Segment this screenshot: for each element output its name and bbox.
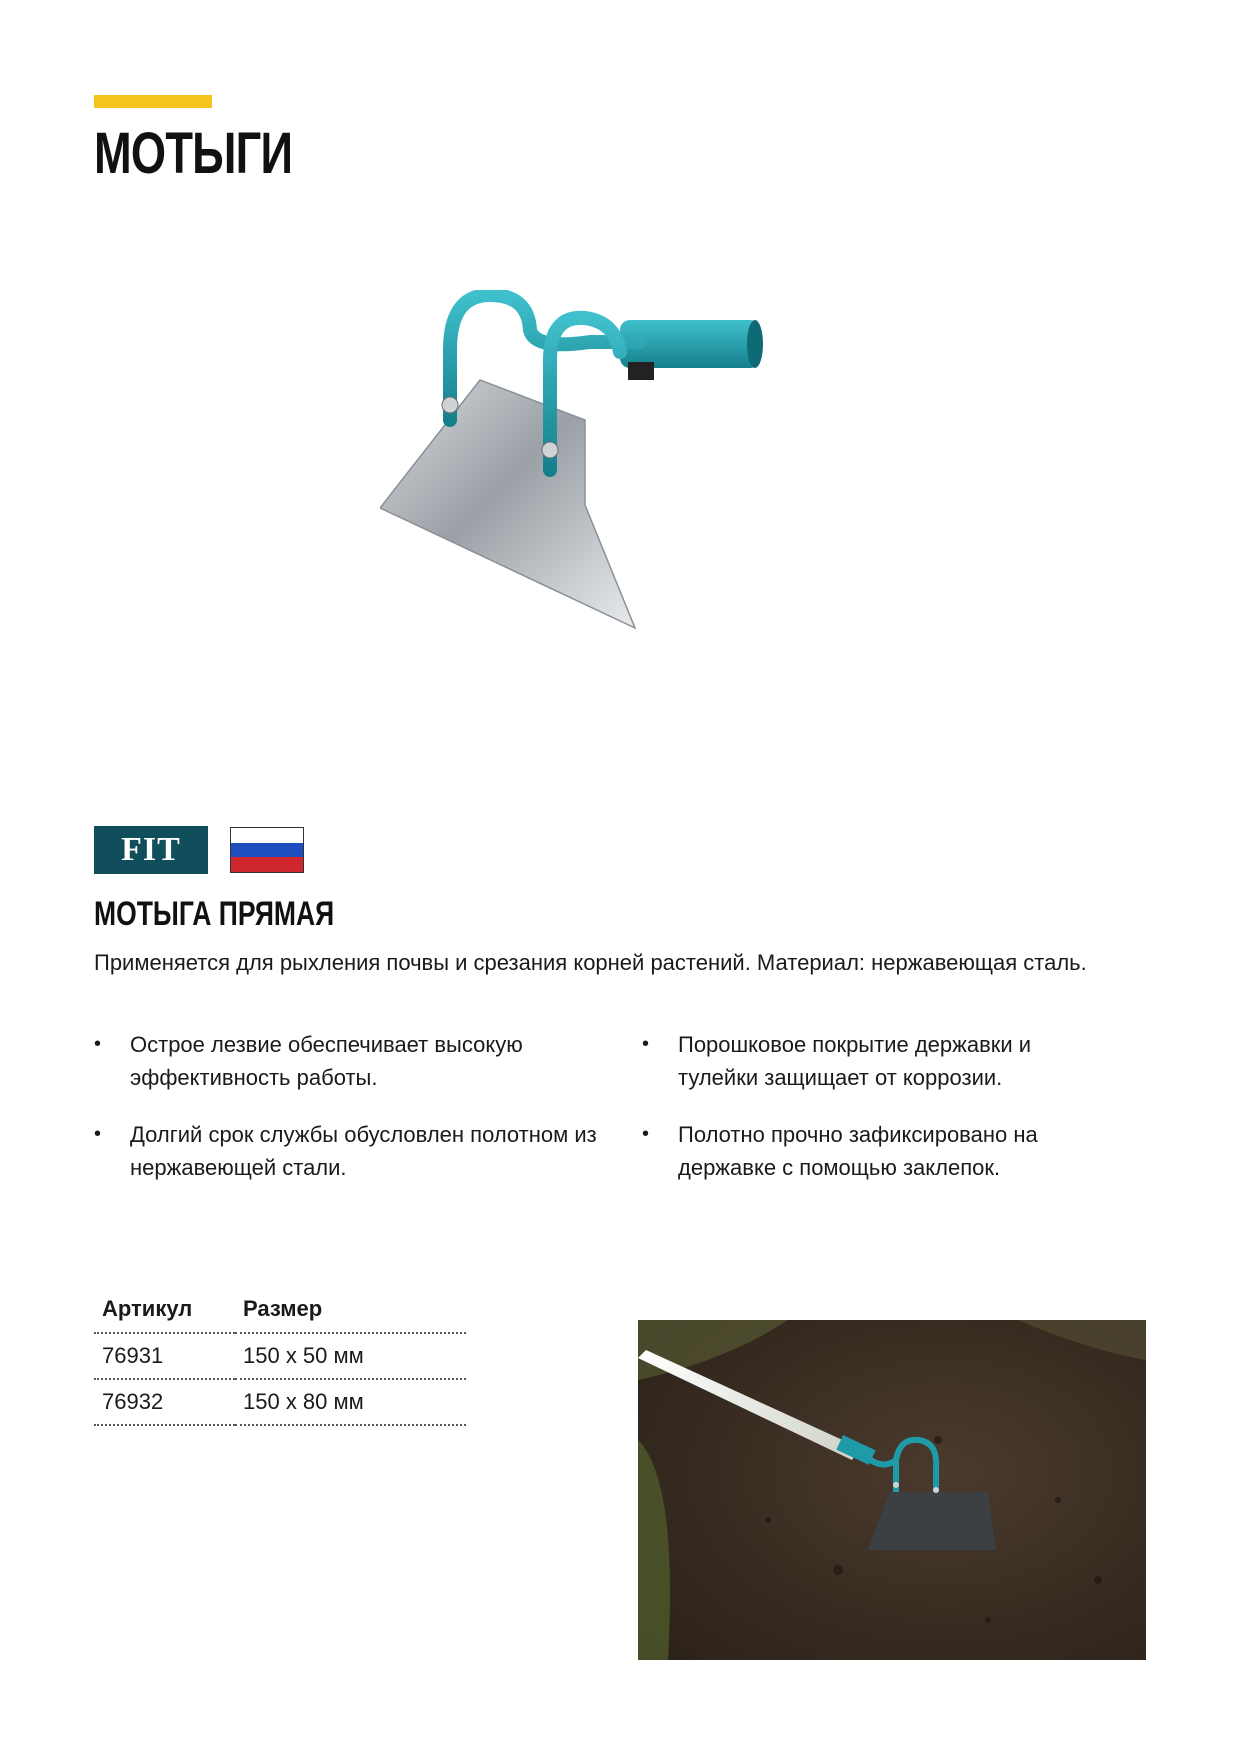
fit-brand-logo xyxy=(94,826,208,874)
brand-badges xyxy=(94,826,304,874)
cell-article: 76931 xyxy=(94,1333,235,1379)
spec-table xyxy=(94,1290,466,1426)
table-row xyxy=(94,1379,466,1425)
hoe-in-soil-photo xyxy=(638,1320,1146,1660)
product-description: Применяется для рыхления почвы и срезания корней растений. Материал: нержавеющая сталь. xyxy=(94,950,1087,975)
cell-article: 76932 xyxy=(94,1379,235,1425)
hoe-product-image xyxy=(380,290,860,730)
cell-size: 150 х 50 мм xyxy=(235,1333,466,1379)
product-title: МОТЫГА ПРЯМАЯ xyxy=(94,895,335,933)
russia-flag-icon xyxy=(230,827,304,873)
page-title: МОТЫГИ xyxy=(94,121,293,186)
header-article: Артикул xyxy=(94,1290,235,1333)
feature-item: • Долгий срок службы обусловлен полотном из нержавеющей стали. xyxy=(94,1118,642,1184)
feature-item: • Полотно прочно зафиксировано на державке с помощью заклепок. xyxy=(642,1118,1092,1184)
title-accent-bar xyxy=(94,95,212,108)
table-row xyxy=(94,1333,466,1379)
feature-item: • Острое лезвие обеспечивает высокую эффективность работы. xyxy=(94,1028,642,1094)
feature-list xyxy=(94,1028,1094,1184)
header-size: Размер xyxy=(235,1290,466,1333)
spec-table-header xyxy=(94,1290,466,1333)
feature-item: • Порошковое покрытие державки и тулейки защищает от коррозии. xyxy=(642,1028,1092,1094)
logo-text: FIT xyxy=(121,831,181,868)
cell-size: 150 х 80 мм xyxy=(235,1379,466,1425)
